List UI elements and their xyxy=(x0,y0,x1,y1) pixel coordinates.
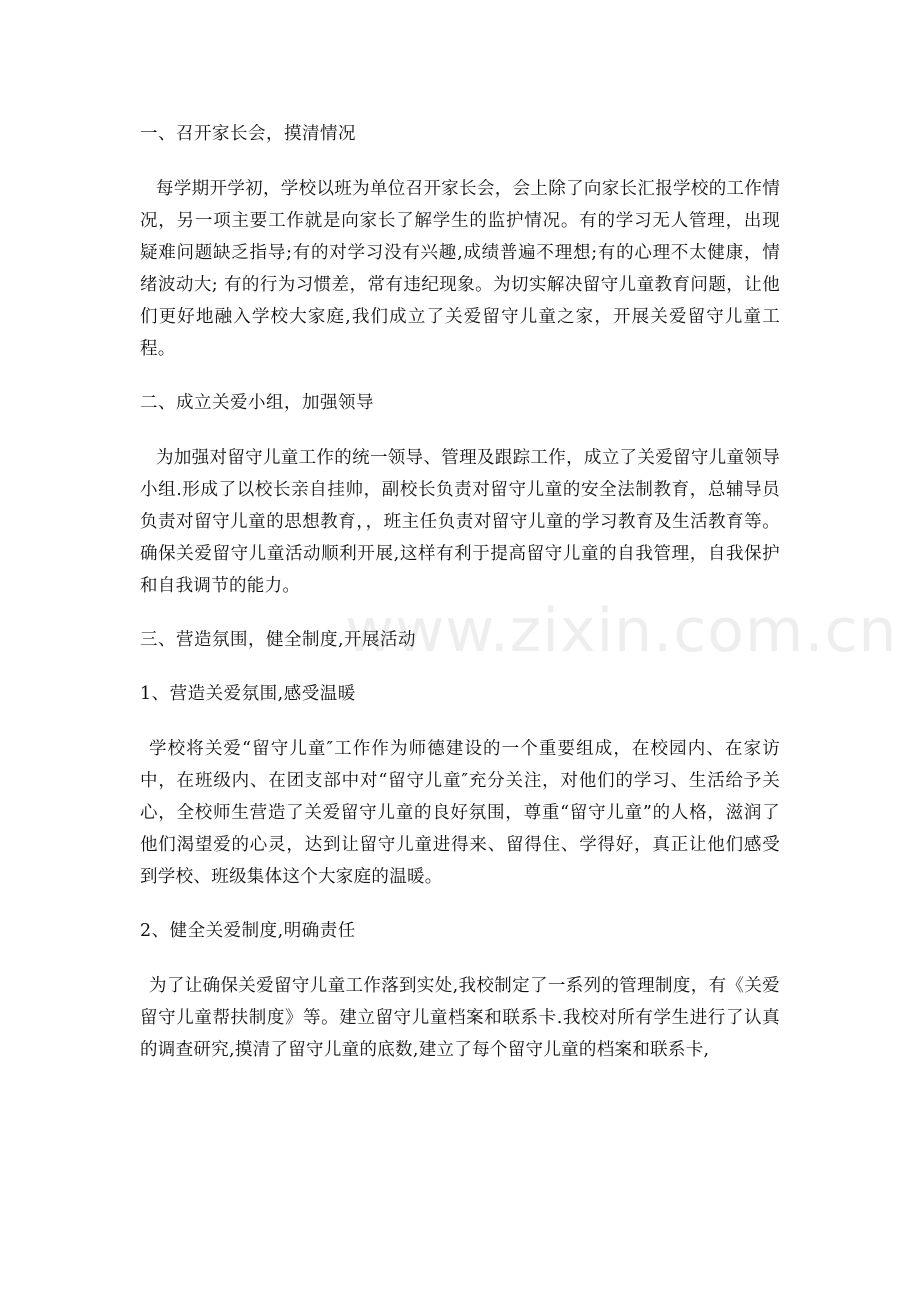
section-3-2-heading: 2、健全关爱制度,明确责任 xyxy=(140,921,356,941)
section-1-paragraph: 每学期开学初，学校以班为单位召开家长会，会上除了向家长汇报学校的工作情况，另一项主要工作就是向家长了解学生的监护情况。有的学习无人管理，出现疑难问题缺乏指导;有的对学习没有兴趣,成绩普遍不理想;有的心理不太健康，情绪波动大; 有的行为习惯差，常有违纪现象。为切实解决留守儿童教育问题，让他们更好地融入学校大家庭,我们成立了关爱留守儿童之家，开展关爱留守儿童工程。 xyxy=(140,179,780,359)
section-3-1-heading: 1、营造关爱氛围,感受温暖 xyxy=(140,684,356,704)
section-1-heading: 一、召开家长会，摸清情况 xyxy=(140,124,356,144)
site-watermark: www.zixin.com.cn xyxy=(345,596,898,666)
section-3-2-paragraph: 为了让确保关爱留守儿童工作落到实处,我校制定了一系列的管理制度，有《关爱留守儿童帮扶制度》等。建立留守儿童档案和联系卡.我校对所有学生进行了认真的调查研究,摸清了留守儿童的底数,建立了每个留守儿童的档案和联系卡, xyxy=(140,976,780,1060)
section-2-heading: 二、成立关爱小组，加强领导 xyxy=(140,393,374,413)
document-body xyxy=(140,118,780,1066)
section-2-paragraph: 为加强对留守儿童工作的统一领导、管理及跟踪工作，成立了关爱留守儿童领导小组.形成了以校长亲自挂帅，副校长负责对留守儿童的安全法制教育，总辅导员负责对留守儿童的思想教育，，班主任负责对留守儿童的学习教育及生活教育等。确保关爱留守儿童活动顺利开展,这样有利于提高留守儿童的自我管理，自我保护和自我调节的能力。 xyxy=(140,448,780,596)
section-3-heading: 三、营造氛围，健全制度,开展活动 xyxy=(140,630,417,650)
section-3-1-paragraph: 学校将关爱“留守儿童″工作作为师德建设的一个重要组成，在校园内、在家访中，在班级内、在团支部中对“留守儿童″充分关注，对他们的学习、生活给予关心，全校师生营造了关爱留守儿童的良好氛围，尊重“留守儿童”的人格，滋润了他们渴望爱的心灵，达到让留守儿童进得来、留得住、学得好，真正让他们感受到学校、班级集体这个大家庭的温暖。 xyxy=(140,739,780,887)
